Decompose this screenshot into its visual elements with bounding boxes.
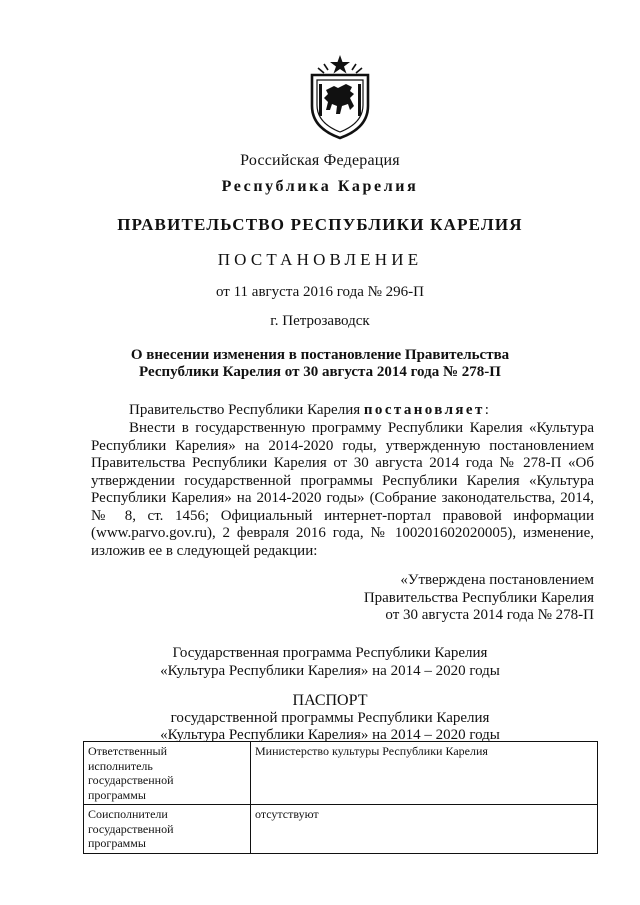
table-cell-value: отсутствуют — [251, 805, 598, 854]
republic-name: Республика Карелия — [221, 178, 419, 195]
preamble-text: Правительство Республики Карелия — [129, 402, 364, 418]
passport-heading — [60, 692, 600, 744]
label-line: государственной — [88, 773, 174, 787]
decree-type: ПОСТАНОВЛЕНИЕ — [217, 250, 423, 269]
program-title — [60, 644, 600, 680]
preamble-verb: постановляет — [363, 402, 485, 418]
label-line: исполнитель — [88, 758, 153, 773]
table-cell-value: Министерство культуры Республики Карелия — [251, 742, 598, 805]
country-name: Российская Федерация — [240, 152, 400, 169]
approval-line-3: от 30 августа 2014 года № 278-П — [385, 607, 594, 623]
approval-line-2: Правительства Республики Карелия — [363, 589, 594, 606]
label-line: Соисполнители — [88, 807, 168, 821]
label-line: государственной — [88, 821, 174, 836]
program-title-line-1: Государственная программа Республики Карелия — [172, 645, 488, 661]
coat-of-arms-icon — [304, 54, 376, 140]
label-line: Ответственный — [88, 744, 168, 758]
decree-date: от 11 августа 2016 года № 296-П — [215, 284, 425, 300]
program-title-line-2: «Культура Республики Карелия» на 2014 – 2020 годы — [160, 663, 500, 679]
table-row — [84, 742, 598, 805]
city: г. Петрозаводск — [270, 313, 370, 329]
table-cell-label — [84, 742, 251, 805]
passport-subtitle-1: государственной программы Республики Карелия — [170, 710, 490, 726]
preamble — [91, 402, 594, 420]
table-cell-label — [84, 805, 251, 854]
table-row — [84, 805, 598, 854]
passport-title: ПАСПОРТ — [292, 692, 368, 709]
passport-subtitle-2: «Культура Республики Карелия» на 2014 – 2020 годы — [160, 727, 500, 743]
subject-line-2: Республики Карелия от 30 августа 2014 года № 278-П — [139, 364, 501, 380]
approval-stamp — [364, 572, 594, 625]
decree-subject — [90, 347, 550, 381]
passport-table — [83, 741, 598, 854]
approval-line-1: «Утверждена постановлением — [400, 572, 594, 588]
label-line: программы — [88, 836, 146, 850]
label-line: программы — [88, 787, 146, 802]
preamble-colon: : — [484, 402, 489, 418]
government-name: ПРАВИТЕЛЬСТВО РЕСПУБЛИКИ КАРЕЛИЯ — [117, 215, 523, 234]
main-paragraph: Внести в государственную программу Республики Карелия «Культура Республики Карелия» на 2014-2020 годы, утвержденную постановлением Правительства Республики Карелия от 30 августа 2014 года № 278-П «Об утверждении государственной программы Республики Карелия «Культура Республики Карелия» на 2014-2020 годы» (Собрание законодательства, 2014, № 8, ст. 1456; Официальный интернет-портал правовой информации (www.parvo.gov.ru), 2 февраля 2016 года, № 100201602020005), изменение, изложив ее в следующей редакции: — [91, 420, 594, 559]
subject-line-1: О внесении изменения в постановление Правительства — [130, 347, 510, 363]
